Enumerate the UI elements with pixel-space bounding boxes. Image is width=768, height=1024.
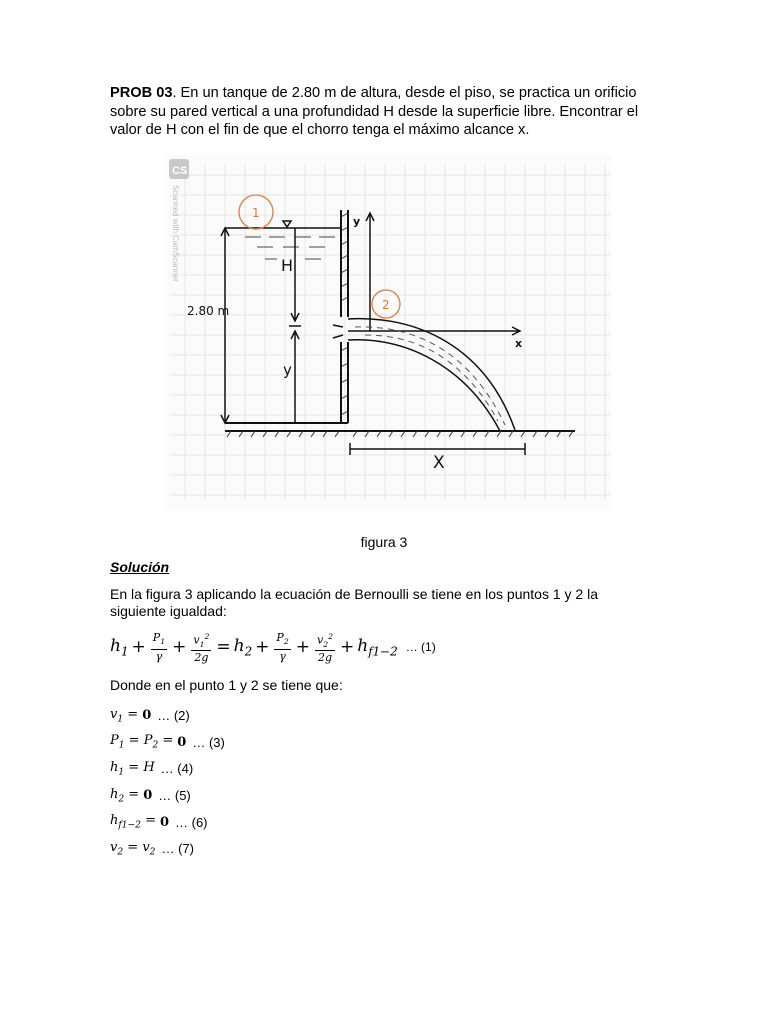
camscanner-watermark [169, 159, 189, 282]
solution-intro: En la figura 3 aplicando la ecuación de Bernoulli se tiene en los puntos 1 y 2 la siguiente igualdad: [110, 586, 598, 619]
coordinate-axes [348, 213, 520, 335]
point-1-label: 1 [252, 206, 260, 220]
X-label: X [433, 453, 445, 473]
watermark-text: Scanned with CamScanner [171, 185, 180, 282]
eq-v2: $v_2 = v_2$ … (7) [110, 839, 194, 858]
donde-text: Donde en el punto 1 y 2 se tiene que: [110, 677, 343, 693]
y-dimension-label: y [283, 361, 292, 379]
eq-h2: $h_2$ = 0 … (5) [110, 786, 191, 805]
solution-title: Solución [110, 559, 170, 575]
point-2-marker [372, 290, 400, 318]
tank-walls [225, 210, 348, 431]
tank-diagram [165, 155, 612, 510]
eq1-ref: … (1) [405, 640, 436, 654]
point-1-marker [239, 195, 273, 229]
problem-statement [110, 84, 670, 140]
problem-text: . En un tanque de 2.80 m de altura, desde el piso, se practica un orificio sobre su pared vertical a una profundidad H desde la superficie libre. Encontrar el valor de H con el fin de que el chorro tenga el máximo alcance x. [110, 85, 639, 138]
watermark-logo: CS [172, 165, 188, 177]
eq-p1-p2: $P_1 = P_2$ = 0 … (3) [110, 733, 225, 751]
height-label: 2.80 m [187, 304, 230, 318]
height-dimension [221, 228, 229, 423]
y-axis-label: y [353, 215, 361, 228]
eq-hf: $h_{f1-2}$ = 0 … (6) [110, 813, 208, 831]
condition-list [110, 702, 225, 862]
H-label: H [281, 256, 294, 275]
eq-h1: $h_1 = H$ … (4) [110, 759, 194, 778]
x-axis-label: x [515, 337, 523, 350]
bernoulli-equation: $h_1$ + $\frac{P_1}{\gamma}$ + $\frac{v_1^2}{2g}$ = $h_2$ + $\frac{P_2}{\gamma}$ + $\frac{v_2^2}{2g}$ + $h_{f1-2}$ … (1) [110, 631, 436, 665]
figure-caption: figura 3 [360, 534, 408, 550]
problem-label: PROB 03 [110, 85, 173, 101]
eq-v1: $v_1$ = 0 … (2) [110, 706, 190, 725]
tank-figure [165, 155, 612, 510]
point-2-label: 2 [382, 298, 390, 312]
